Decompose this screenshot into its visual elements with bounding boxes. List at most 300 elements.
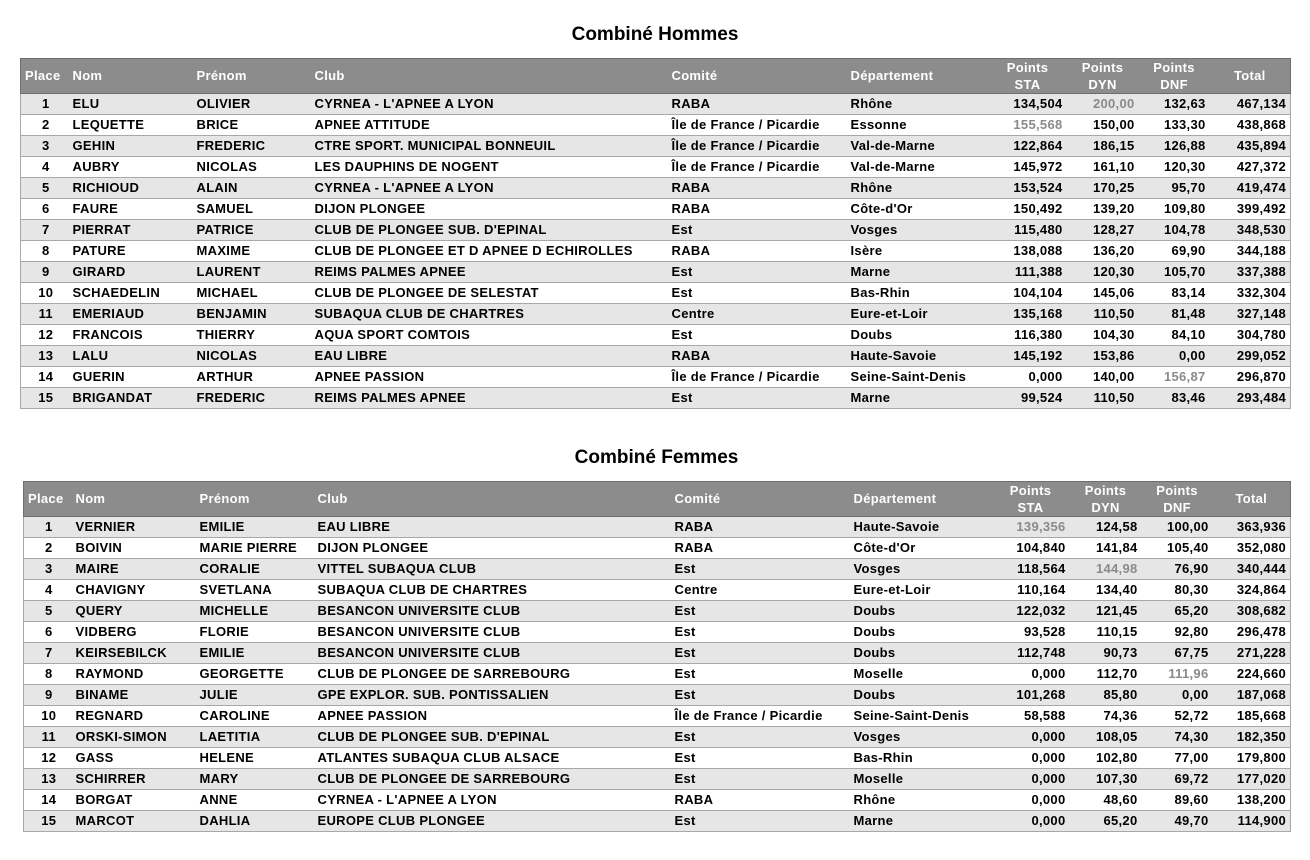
cell-total: 185,668 bbox=[1213, 706, 1291, 727]
col-header-departement: Département bbox=[852, 482, 992, 517]
cell-departement: Haute-Savoie bbox=[852, 517, 992, 538]
cell-departement: Rhône bbox=[852, 790, 992, 811]
cell-points-dnf: 133,30 bbox=[1139, 115, 1210, 136]
cell-prenom: NICOLAS bbox=[195, 157, 313, 178]
cell-club: CTRE SPORT. MUNICIPAL BONNEUIL bbox=[313, 136, 670, 157]
cell-total: 327,148 bbox=[1210, 304, 1291, 325]
cell-departement: Vosges bbox=[852, 559, 992, 580]
cell-place: 6 bbox=[24, 622, 74, 643]
cell-nom: BORGAT bbox=[74, 790, 198, 811]
cell-nom: ELU bbox=[71, 94, 195, 115]
cell-place: 4 bbox=[21, 157, 71, 178]
col-header-points-sta: Points STA bbox=[989, 59, 1067, 94]
cell-nom: GIRARD bbox=[71, 262, 195, 283]
cell-prenom: EMILIE bbox=[198, 643, 316, 664]
cell-total: 324,864 bbox=[1213, 580, 1291, 601]
cell-points-sta: 0,000 bbox=[992, 769, 1070, 790]
col-header-total: Total bbox=[1213, 482, 1291, 517]
cell-prenom: MARIE PIERRE bbox=[198, 538, 316, 559]
cell-nom: LEQUETTE bbox=[71, 115, 195, 136]
cell-place: 9 bbox=[21, 262, 71, 283]
cell-points-dyn: 145,06 bbox=[1067, 283, 1139, 304]
cell-points-sta: 153,524 bbox=[989, 178, 1067, 199]
table-row bbox=[24, 748, 1291, 769]
cell-club: CLUB DE PLONGEE DE SARREBOURG bbox=[316, 664, 673, 685]
cell-club: GPE EXPLOR. SUB. PONTISSALIEN bbox=[316, 685, 673, 706]
cell-comite: Est bbox=[673, 685, 852, 706]
cell-prenom: ARTHUR bbox=[195, 367, 313, 388]
cell-points-dyn: 124,58 bbox=[1070, 517, 1142, 538]
cell-place: 5 bbox=[24, 601, 74, 622]
col-header-place: Place bbox=[21, 59, 71, 94]
cell-nom: GUERIN bbox=[71, 367, 195, 388]
cell-points-dnf: 132,63 bbox=[1139, 94, 1210, 115]
cell-points-dyn: 186,15 bbox=[1067, 136, 1139, 157]
cell-total: 177,020 bbox=[1213, 769, 1291, 790]
cell-comite: RABA bbox=[670, 199, 849, 220]
cell-comite: Est bbox=[670, 220, 849, 241]
cell-place: 1 bbox=[24, 517, 74, 538]
col-header-nom: Nom bbox=[71, 59, 195, 94]
cell-points-dyn: 150,00 bbox=[1067, 115, 1139, 136]
cell-place: 8 bbox=[21, 241, 71, 262]
cell-place: 5 bbox=[21, 178, 71, 199]
cell-comite: RABA bbox=[670, 178, 849, 199]
cell-nom: SCHAEDELIN bbox=[71, 283, 195, 304]
cell-club: REIMS PALMES APNEE bbox=[313, 388, 670, 409]
cell-points-dyn: 141,84 bbox=[1070, 538, 1142, 559]
table-row bbox=[24, 622, 1291, 643]
cell-prenom: THIERRY bbox=[195, 325, 313, 346]
cell-points-dnf: 76,90 bbox=[1142, 559, 1213, 580]
cell-club: CLUB DE PLONGEE SUB. D'EPINAL bbox=[316, 727, 673, 748]
cell-points-sta: 122,864 bbox=[989, 136, 1067, 157]
cell-prenom: FREDERIC bbox=[195, 136, 313, 157]
cell-points-dyn: 107,30 bbox=[1070, 769, 1142, 790]
cell-points-dnf: 77,00 bbox=[1142, 748, 1213, 769]
cell-comite: RABA bbox=[670, 346, 849, 367]
cell-comite: Île de France / Picardie bbox=[670, 136, 849, 157]
cell-points-dnf: 74,30 bbox=[1142, 727, 1213, 748]
section-femmes bbox=[23, 447, 1290, 832]
cell-prenom: FREDERIC bbox=[195, 388, 313, 409]
cell-nom: RAYMOND bbox=[74, 664, 198, 685]
cell-prenom: CAROLINE bbox=[198, 706, 316, 727]
table-row bbox=[21, 388, 1291, 409]
cell-club: CYRNEA - L'APNEE A LYON bbox=[313, 94, 670, 115]
table-row bbox=[21, 199, 1291, 220]
cell-prenom: HELENE bbox=[198, 748, 316, 769]
cell-points-dyn: 140,00 bbox=[1067, 367, 1139, 388]
cell-club: CYRNEA - L'APNEE A LYON bbox=[313, 178, 670, 199]
cell-points-dnf: 49,70 bbox=[1142, 811, 1213, 832]
header-row bbox=[21, 59, 1291, 94]
cell-points-sta: 155,568 bbox=[989, 115, 1067, 136]
cell-prenom: ANNE bbox=[198, 790, 316, 811]
cell-points-dnf: 65,20 bbox=[1142, 601, 1213, 622]
cell-nom: PIERRAT bbox=[71, 220, 195, 241]
table-row bbox=[24, 727, 1291, 748]
cell-points-sta: 145,192 bbox=[989, 346, 1067, 367]
cell-place: 12 bbox=[21, 325, 71, 346]
cell-points-dyn: 108,05 bbox=[1070, 727, 1142, 748]
cell-points-dnf: 81,48 bbox=[1139, 304, 1210, 325]
cell-departement: Doubs bbox=[852, 601, 992, 622]
cell-prenom: EMILIE bbox=[198, 517, 316, 538]
table-row bbox=[21, 241, 1291, 262]
cell-total: 340,444 bbox=[1213, 559, 1291, 580]
cell-comite: Est bbox=[670, 283, 849, 304]
col-header-place: Place bbox=[24, 482, 74, 517]
cell-points-dyn: 104,30 bbox=[1067, 325, 1139, 346]
cell-points-dnf: 0,00 bbox=[1139, 346, 1210, 367]
cell-departement: Haute-Savoie bbox=[849, 346, 989, 367]
cell-comite: Est bbox=[670, 325, 849, 346]
cell-points-sta: 93,528 bbox=[992, 622, 1070, 643]
cell-points-sta: 0,000 bbox=[992, 811, 1070, 832]
col-header-total: Total bbox=[1210, 59, 1291, 94]
cell-place: 10 bbox=[21, 283, 71, 304]
cell-points-dyn: 139,20 bbox=[1067, 199, 1139, 220]
cell-club: CLUB DE PLONGEE DE SELESTAT bbox=[313, 283, 670, 304]
cell-nom: FRANCOIS bbox=[71, 325, 195, 346]
table-row bbox=[21, 178, 1291, 199]
cell-club: AQUA SPORT COMTOIS bbox=[313, 325, 670, 346]
cell-points-sta: 104,104 bbox=[989, 283, 1067, 304]
cell-place: 2 bbox=[24, 538, 74, 559]
cell-prenom: NICOLAS bbox=[195, 346, 313, 367]
table-row bbox=[24, 580, 1291, 601]
cell-nom: PATURE bbox=[71, 241, 195, 262]
cell-nom: MAIRE bbox=[74, 559, 198, 580]
cell-points-sta: 99,524 bbox=[989, 388, 1067, 409]
cell-points-dyn: 144,98 bbox=[1070, 559, 1142, 580]
cell-points-dyn: 90,73 bbox=[1070, 643, 1142, 664]
cell-points-dyn: 200,00 bbox=[1067, 94, 1139, 115]
cell-points-dnf: 105,40 bbox=[1142, 538, 1213, 559]
cell-nom: VERNIER bbox=[74, 517, 198, 538]
cell-prenom: CORALIE bbox=[198, 559, 316, 580]
cell-points-sta: 112,748 bbox=[992, 643, 1070, 664]
section-hommes bbox=[20, 24, 1290, 409]
cell-place: 14 bbox=[21, 367, 71, 388]
cell-nom: BOIVIN bbox=[74, 538, 198, 559]
cell-points-dnf: 69,72 bbox=[1142, 769, 1213, 790]
cell-points-dyn: 110,15 bbox=[1070, 622, 1142, 643]
cell-place: 3 bbox=[21, 136, 71, 157]
cell-points-dyn: 110,50 bbox=[1067, 304, 1139, 325]
cell-points-dyn: 85,80 bbox=[1070, 685, 1142, 706]
cell-nom: ORSKI-SIMON bbox=[74, 727, 198, 748]
cell-nom: KEIRSEBILCK bbox=[74, 643, 198, 664]
cell-place: 6 bbox=[21, 199, 71, 220]
cell-place: 11 bbox=[24, 727, 74, 748]
cell-comite: RABA bbox=[673, 538, 852, 559]
cell-place: 14 bbox=[24, 790, 74, 811]
cell-club: CLUB DE PLONGEE SUB. D'EPINAL bbox=[313, 220, 670, 241]
cell-departement: Eure-et-Loir bbox=[852, 580, 992, 601]
cell-departement: Doubs bbox=[852, 643, 992, 664]
cell-nom: FAURE bbox=[71, 199, 195, 220]
cell-points-sta: 118,564 bbox=[992, 559, 1070, 580]
col-header-points-dyn: Points DYN bbox=[1067, 59, 1139, 94]
cell-points-sta: 104,840 bbox=[992, 538, 1070, 559]
cell-place: 15 bbox=[24, 811, 74, 832]
header-row bbox=[24, 482, 1291, 517]
cell-departement: Marne bbox=[849, 262, 989, 283]
col-header-comite: Comité bbox=[670, 59, 849, 94]
cell-points-sta: 138,088 bbox=[989, 241, 1067, 262]
cell-departement: Moselle bbox=[852, 664, 992, 685]
cell-prenom: DAHLIA bbox=[198, 811, 316, 832]
cell-club: BESANCON UNIVERSITE CLUB bbox=[316, 601, 673, 622]
cell-prenom: LAETITIA bbox=[198, 727, 316, 748]
cell-place: 10 bbox=[24, 706, 74, 727]
table-body bbox=[21, 94, 1291, 409]
cell-comite: Île de France / Picardie bbox=[670, 157, 849, 178]
section-title: Combiné Hommes bbox=[571, 24, 739, 45]
table-row bbox=[24, 811, 1291, 832]
cell-comite: Est bbox=[673, 769, 852, 790]
cell-total: 271,228 bbox=[1213, 643, 1291, 664]
cell-departement: Doubs bbox=[849, 325, 989, 346]
cell-nom: GEHIN bbox=[71, 136, 195, 157]
cell-place: 3 bbox=[24, 559, 74, 580]
cell-comite: RABA bbox=[670, 94, 849, 115]
cell-points-dyn: 161,10 bbox=[1067, 157, 1139, 178]
cell-club: DIJON PLONGEE bbox=[316, 538, 673, 559]
col-header-club: Club bbox=[313, 59, 670, 94]
cell-place: 11 bbox=[21, 304, 71, 325]
cell-nom: VIDBERG bbox=[74, 622, 198, 643]
cell-prenom: FLORIE bbox=[198, 622, 316, 643]
cell-points-dyn: 74,36 bbox=[1070, 706, 1142, 727]
cell-total: 187,068 bbox=[1213, 685, 1291, 706]
cell-club: BESANCON UNIVERSITE CLUB bbox=[316, 622, 673, 643]
cell-club: BESANCON UNIVERSITE CLUB bbox=[316, 643, 673, 664]
cell-departement: Vosges bbox=[852, 727, 992, 748]
cell-place: 9 bbox=[24, 685, 74, 706]
cell-total: 332,304 bbox=[1210, 283, 1291, 304]
cell-points-sta: 111,388 bbox=[989, 262, 1067, 283]
cell-prenom: BRICE bbox=[195, 115, 313, 136]
col-header-club: Club bbox=[316, 482, 673, 517]
cell-prenom: BENJAMIN bbox=[195, 304, 313, 325]
cell-points-sta: 134,504 bbox=[989, 94, 1067, 115]
cell-place: 15 bbox=[21, 388, 71, 409]
cell-place: 13 bbox=[24, 769, 74, 790]
cell-points-sta: 122,032 bbox=[992, 601, 1070, 622]
cell-club: CLUB DE PLONGEE DE SARREBOURG bbox=[316, 769, 673, 790]
cell-points-sta: 115,480 bbox=[989, 220, 1067, 241]
cell-points-sta: 0,000 bbox=[992, 727, 1070, 748]
cell-points-dnf: 52,72 bbox=[1142, 706, 1213, 727]
cell-points-dnf: 80,30 bbox=[1142, 580, 1213, 601]
cell-departement: Eure-et-Loir bbox=[849, 304, 989, 325]
table-row bbox=[21, 136, 1291, 157]
cell-total: 427,372 bbox=[1210, 157, 1291, 178]
cell-points-dyn: 136,20 bbox=[1067, 241, 1139, 262]
cell-nom: BINAME bbox=[74, 685, 198, 706]
cell-total: 308,682 bbox=[1213, 601, 1291, 622]
cell-points-sta: 0,000 bbox=[992, 664, 1070, 685]
col-header-departement: Département bbox=[849, 59, 989, 94]
cell-comite: RABA bbox=[673, 517, 852, 538]
cell-departement: Côte-d'Or bbox=[852, 538, 992, 559]
cell-points-sta: 135,168 bbox=[989, 304, 1067, 325]
cell-points-dnf: 120,30 bbox=[1139, 157, 1210, 178]
cell-departement: Val-de-Marne bbox=[849, 157, 989, 178]
cell-departement: Doubs bbox=[852, 685, 992, 706]
cell-departement: Isère bbox=[849, 241, 989, 262]
cell-prenom: SAMUEL bbox=[195, 199, 313, 220]
cell-points-sta: 110,164 bbox=[992, 580, 1070, 601]
cell-nom: CHAVIGNY bbox=[74, 580, 198, 601]
cell-club: CYRNEA - L'APNEE A LYON bbox=[316, 790, 673, 811]
cell-club: EAU LIBRE bbox=[313, 346, 670, 367]
cell-comite: Centre bbox=[670, 304, 849, 325]
cell-prenom: SVETLANA bbox=[198, 580, 316, 601]
cell-points-sta: 58,588 bbox=[992, 706, 1070, 727]
results-table bbox=[20, 58, 1291, 409]
cell-departement: Marne bbox=[849, 388, 989, 409]
cell-points-dnf: 89,60 bbox=[1142, 790, 1213, 811]
col-header-nom: Nom bbox=[74, 482, 198, 517]
cell-nom: RICHIOUD bbox=[71, 178, 195, 199]
cell-comite: Est bbox=[673, 622, 852, 643]
cell-total: 304,780 bbox=[1210, 325, 1291, 346]
cell-place: 12 bbox=[24, 748, 74, 769]
cell-points-dnf: 104,78 bbox=[1139, 220, 1210, 241]
cell-departement: Vosges bbox=[849, 220, 989, 241]
cell-points-sta: 0,000 bbox=[989, 367, 1067, 388]
cell-comite: Est bbox=[673, 601, 852, 622]
cell-points-dnf: 0,00 bbox=[1142, 685, 1213, 706]
cell-points-sta: 150,492 bbox=[989, 199, 1067, 220]
cell-points-dnf: 100,00 bbox=[1142, 517, 1213, 538]
cell-comite: Est bbox=[673, 727, 852, 748]
cell-prenom: MICHELLE bbox=[198, 601, 316, 622]
table-row bbox=[21, 304, 1291, 325]
cell-place: 4 bbox=[24, 580, 74, 601]
table-row bbox=[24, 559, 1291, 580]
cell-total: 344,188 bbox=[1210, 241, 1291, 262]
cell-points-dnf: 92,80 bbox=[1142, 622, 1213, 643]
cell-club: EUROPE CLUB PLONGEE bbox=[316, 811, 673, 832]
cell-points-dyn: 121,45 bbox=[1070, 601, 1142, 622]
cell-points-dyn: 170,25 bbox=[1067, 178, 1139, 199]
cell-comite: Est bbox=[673, 811, 852, 832]
cell-points-sta: 145,972 bbox=[989, 157, 1067, 178]
cell-total: 337,388 bbox=[1210, 262, 1291, 283]
cell-club: DIJON PLONGEE bbox=[313, 199, 670, 220]
cell-comite: RABA bbox=[670, 241, 849, 262]
cell-points-dnf: 67,75 bbox=[1142, 643, 1213, 664]
cell-total: 179,800 bbox=[1213, 748, 1291, 769]
cell-total: 224,660 bbox=[1213, 664, 1291, 685]
cell-place: 13 bbox=[21, 346, 71, 367]
cell-departement: Rhône bbox=[849, 94, 989, 115]
cell-club: EAU LIBRE bbox=[316, 517, 673, 538]
cell-prenom: JULIE bbox=[198, 685, 316, 706]
cell-total: 296,870 bbox=[1210, 367, 1291, 388]
cell-points-dyn: 134,40 bbox=[1070, 580, 1142, 601]
cell-departement: Essonne bbox=[849, 115, 989, 136]
cell-total: 138,200 bbox=[1213, 790, 1291, 811]
col-header-points-dnf: Points DNF bbox=[1142, 482, 1213, 517]
cell-points-dyn: 102,80 bbox=[1070, 748, 1142, 769]
cell-prenom: LAURENT bbox=[195, 262, 313, 283]
cell-comite: Est bbox=[673, 643, 852, 664]
cell-total: 438,868 bbox=[1210, 115, 1291, 136]
cell-nom: EMERIAUD bbox=[71, 304, 195, 325]
results-table bbox=[23, 481, 1291, 832]
table-row bbox=[24, 664, 1291, 685]
cell-prenom: MICHAEL bbox=[195, 283, 313, 304]
cell-comite: Est bbox=[670, 262, 849, 283]
table-row bbox=[21, 283, 1291, 304]
cell-points-dnf: 126,88 bbox=[1139, 136, 1210, 157]
cell-place: 7 bbox=[24, 643, 74, 664]
cell-prenom: GEORGETTE bbox=[198, 664, 316, 685]
cell-club: LES DAUPHINS DE NOGENT bbox=[313, 157, 670, 178]
table-row bbox=[21, 262, 1291, 283]
table-row bbox=[21, 346, 1291, 367]
cell-club: APNEE PASSION bbox=[316, 706, 673, 727]
table-row bbox=[24, 601, 1291, 622]
table-row bbox=[24, 517, 1291, 538]
cell-total: 299,052 bbox=[1210, 346, 1291, 367]
table-row bbox=[24, 706, 1291, 727]
cell-comite: Est bbox=[670, 388, 849, 409]
table-row bbox=[24, 538, 1291, 559]
cell-prenom: MAXIME bbox=[195, 241, 313, 262]
cell-place: 8 bbox=[24, 664, 74, 685]
cell-points-dnf: 69,90 bbox=[1139, 241, 1210, 262]
cell-club: SUBAQUA CLUB DE CHARTRES bbox=[316, 580, 673, 601]
cell-total: 296,478 bbox=[1213, 622, 1291, 643]
cell-nom: REGNARD bbox=[74, 706, 198, 727]
cell-departement: Seine-Saint-Denis bbox=[849, 367, 989, 388]
table-row bbox=[24, 685, 1291, 706]
table-row bbox=[21, 94, 1291, 115]
cell-points-sta: 0,000 bbox=[992, 748, 1070, 769]
cell-points-dnf: 83,46 bbox=[1139, 388, 1210, 409]
cell-comite: Est bbox=[673, 664, 852, 685]
cell-club: CLUB DE PLONGEE ET D APNEE D ECHIROLLES bbox=[313, 241, 670, 262]
cell-total: 182,350 bbox=[1213, 727, 1291, 748]
cell-place: 1 bbox=[21, 94, 71, 115]
col-header-points-sta: Points STA bbox=[992, 482, 1070, 517]
cell-departement: Bas-Rhin bbox=[852, 748, 992, 769]
cell-comite: Île de France / Picardie bbox=[670, 115, 849, 136]
cell-comite: Île de France / Picardie bbox=[673, 706, 852, 727]
cell-departement: Côte-d'Or bbox=[849, 199, 989, 220]
cell-points-dyn: 112,70 bbox=[1070, 664, 1142, 685]
table-row bbox=[21, 367, 1291, 388]
cell-points-dnf: 156,87 bbox=[1139, 367, 1210, 388]
table-body bbox=[24, 517, 1291, 832]
cell-total: 419,474 bbox=[1210, 178, 1291, 199]
col-header-points-dyn: Points DYN bbox=[1070, 482, 1142, 517]
cell-nom: AUBRY bbox=[71, 157, 195, 178]
cell-points-dyn: 120,30 bbox=[1067, 262, 1139, 283]
cell-nom: GASS bbox=[74, 748, 198, 769]
cell-place: 2 bbox=[21, 115, 71, 136]
cell-club: APNEE ATTITUDE bbox=[313, 115, 670, 136]
cell-departement: Doubs bbox=[852, 622, 992, 643]
cell-points-dnf: 83,14 bbox=[1139, 283, 1210, 304]
